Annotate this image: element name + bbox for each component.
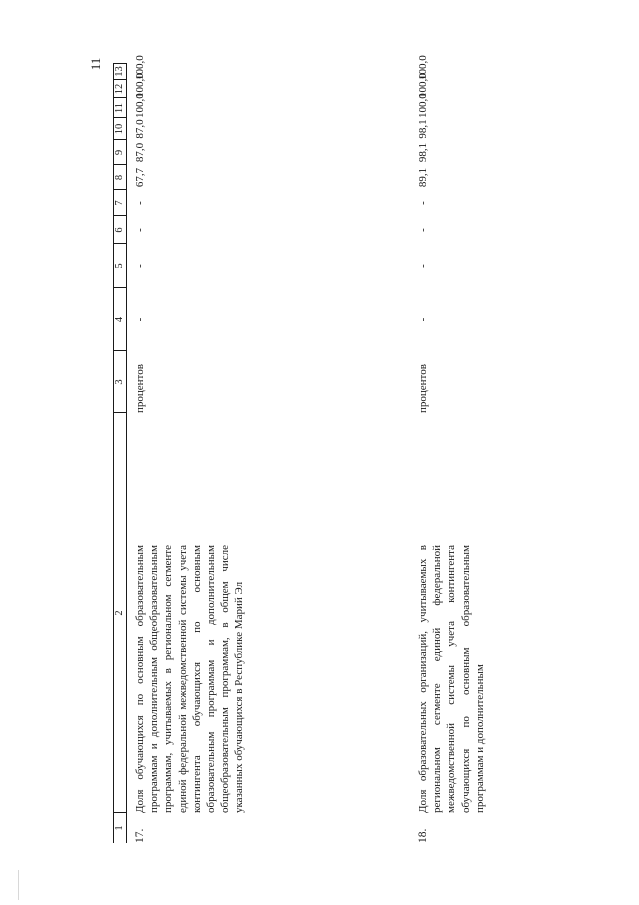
header-col-9: 9 — [114, 149, 125, 156]
row-value: - — [134, 228, 146, 232]
row-description: Доля обучающихся по основным образовательным программам и дополнительным общеобразовательным программам, учитываемых в региональном сегменте единой федеральной межведомственной системы учета контингента обучающихся по основным образовательным программам и дополнительным общеобразовательным программам, в общем числе указанных обучающихся в Республике Марий Эл — [134, 545, 246, 813]
header-divider — [113, 287, 126, 288]
header-col-3: 3 — [114, 379, 125, 385]
header-divider — [113, 189, 126, 190]
header-divider — [113, 97, 126, 98]
indicator-table — [113, 55, 639, 843]
header-col-13: 13 — [114, 66, 125, 77]
row-value: - — [417, 264, 429, 268]
row-value: - — [134, 201, 146, 205]
scan-edge-mark — [18, 870, 19, 900]
header-col-11: 11 — [114, 102, 125, 114]
header-col-2: 2 — [114, 610, 125, 616]
row-value: 100,0 — [417, 93, 429, 118]
header-divider — [113, 139, 126, 140]
row-value: 98,1 — [417, 119, 429, 139]
row-value: 67,7 — [134, 167, 146, 188]
row-value: 100,0 — [134, 73, 146, 98]
row-number: 18. — [417, 828, 429, 843]
row-value: 100,0 — [134, 93, 146, 118]
header-col-6: 6 — [114, 227, 125, 233]
header-col-7: 7 — [114, 200, 125, 206]
row-value: 98,1 — [417, 142, 429, 163]
header-divider — [113, 350, 126, 351]
row-value: - — [417, 228, 429, 232]
page-number: 11 — [88, 57, 103, 71]
header-divider — [113, 812, 126, 813]
header-divider — [113, 79, 126, 80]
row-value: 100,0 — [417, 73, 429, 98]
row-value: 89,1 — [417, 167, 429, 188]
row-value: - — [417, 201, 429, 205]
row-value: - — [134, 264, 146, 268]
header-divider — [113, 243, 126, 244]
header-divider — [113, 117, 126, 118]
row-unit: процентов — [134, 364, 146, 413]
row-unit: процентов — [417, 364, 429, 413]
header-bottom-border — [126, 63, 127, 843]
row-value: 100,0 — [134, 55, 146, 80]
header-divider — [113, 164, 126, 165]
header-divider — [113, 412, 126, 413]
row-value: - — [417, 317, 429, 322]
header-col-4: 4 — [114, 316, 125, 323]
header-divider — [113, 63, 126, 64]
header-col-8: 8 — [114, 174, 125, 181]
row-value: 87,0 — [134, 119, 146, 139]
header-col-10: 10 — [114, 123, 125, 135]
header-col-1: 1 — [114, 825, 125, 831]
row-description: Доля образовательных организаций, учитываемых в региональном сегменте единой федеральной межведомственной системы учета контингента обучающихся по основным образовательным программам и дополнительным — [417, 545, 486, 813]
row-value: 87,0 — [134, 142, 146, 163]
header-col-5: 5 — [114, 263, 125, 269]
header-col-12: 12 — [114, 83, 125, 95]
header-divider — [113, 215, 126, 216]
row-value: 100,0 — [417, 55, 429, 80]
row-value: - — [134, 317, 146, 322]
row-number: 17. — [134, 828, 146, 843]
